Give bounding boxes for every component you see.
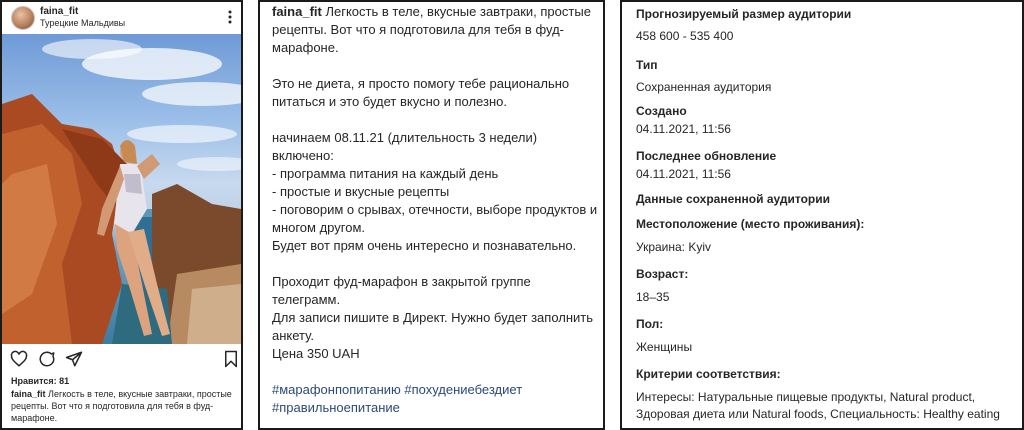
updated-label: Последнее обновление (636, 149, 777, 163)
post-caption (11, 388, 239, 424)
share-icon[interactable] (65, 350, 83, 368)
created-label: Создано (636, 104, 687, 118)
caption-line: Будет вот прям очень интересно и познавательно. (272, 238, 577, 253)
audience-panel (620, 0, 1024, 430)
post-actions (2, 346, 241, 372)
type-label: Тип (636, 58, 658, 72)
updated-value: 04.11.2021, 11:56 (636, 167, 731, 181)
more-vertical-icon[interactable] (225, 9, 235, 25)
caption-line: Проходит фуд-марафон в закрытой группе телеграмм. (272, 274, 531, 307)
hashtags[interactable]: #марафонпопитанию #похудениебездиет #правильноепитание (272, 382, 523, 415)
caption-paragraph-2: Это не диета, я просто помогу тебе рационально питаться и это будет вкусно и полезно. (272, 76, 570, 109)
caption-panel-username[interactable]: faina_fit (272, 4, 322, 19)
location-label: Местоположение (место проживания): (636, 217, 865, 231)
post-photo[interactable] (2, 34, 241, 344)
caption-username[interactable]: faina_fit (11, 389, 46, 399)
instagram-post (0, 0, 243, 430)
caption-line: - программа питания на каждый день (272, 166, 499, 181)
audience-size-value: 458 600 - 535 400 (636, 29, 734, 43)
likes-count[interactable]: Нравится: 81 (11, 376, 70, 386)
post-header (2, 2, 241, 34)
location-value: Украина: Kyiv (636, 240, 712, 254)
criteria-value: Интересы: Натуральные пищевые продукты, Natural product, Здоровая диета или Natural foods, Специальность: Healthy eating (636, 390, 1000, 421)
caption-text: Легкость в теле, вкусные завтраки, простые рецепты. Вот что я подготовила для тебя в фуд-марафоне. (11, 389, 232, 423)
age-value: 18–35 (636, 290, 670, 304)
comment-icon[interactable] (38, 350, 56, 368)
caption-line: включено: (272, 148, 334, 163)
caption-line: Для записи пишите в Директ. Нужно будет заполнить анкету. (272, 310, 594, 343)
audience-size-label: Прогнозируемый размер аудитории (636, 7, 852, 21)
created-value: 04.11.2021, 11:56 (636, 122, 731, 136)
photo-illustration (2, 34, 241, 344)
post-location[interactable]: Турецкие Мальдивы (40, 18, 126, 28)
avatar[interactable] (11, 6, 35, 30)
caption-panel (258, 0, 605, 430)
caption-line: Цена 350 UAH (272, 346, 360, 361)
caption-line: - простые и вкусные рецепты (272, 184, 450, 199)
caption-first-text: Легкость в теле, вкусные завтраки, простые рецепты. Вот что я подготовила для тебя в фуд-марафоне. (272, 4, 591, 55)
type-value: Сохраненная аудитория (636, 80, 772, 94)
heart-icon[interactable] (10, 350, 28, 368)
audience-details (636, 6, 1020, 423)
criteria-label: Критерии соответствия: (636, 367, 781, 381)
caption-line: начинаем 08.11.21 (длительность 3 недели) (272, 130, 538, 145)
post-username[interactable]: faina_fit (40, 6, 79, 17)
saved-audience-data-heading: Данные сохраненной аудитории (636, 192, 830, 206)
bookmark-icon[interactable] (223, 350, 239, 368)
caption-line: - поговорим о срывах, отечности, выборе продуктов и многом другом. (272, 202, 598, 235)
gender-label: Пол: (636, 317, 664, 331)
caption-full-text (272, 3, 602, 417)
age-label: Возраст: (636, 267, 689, 281)
gender-value: Женщины (636, 340, 693, 354)
